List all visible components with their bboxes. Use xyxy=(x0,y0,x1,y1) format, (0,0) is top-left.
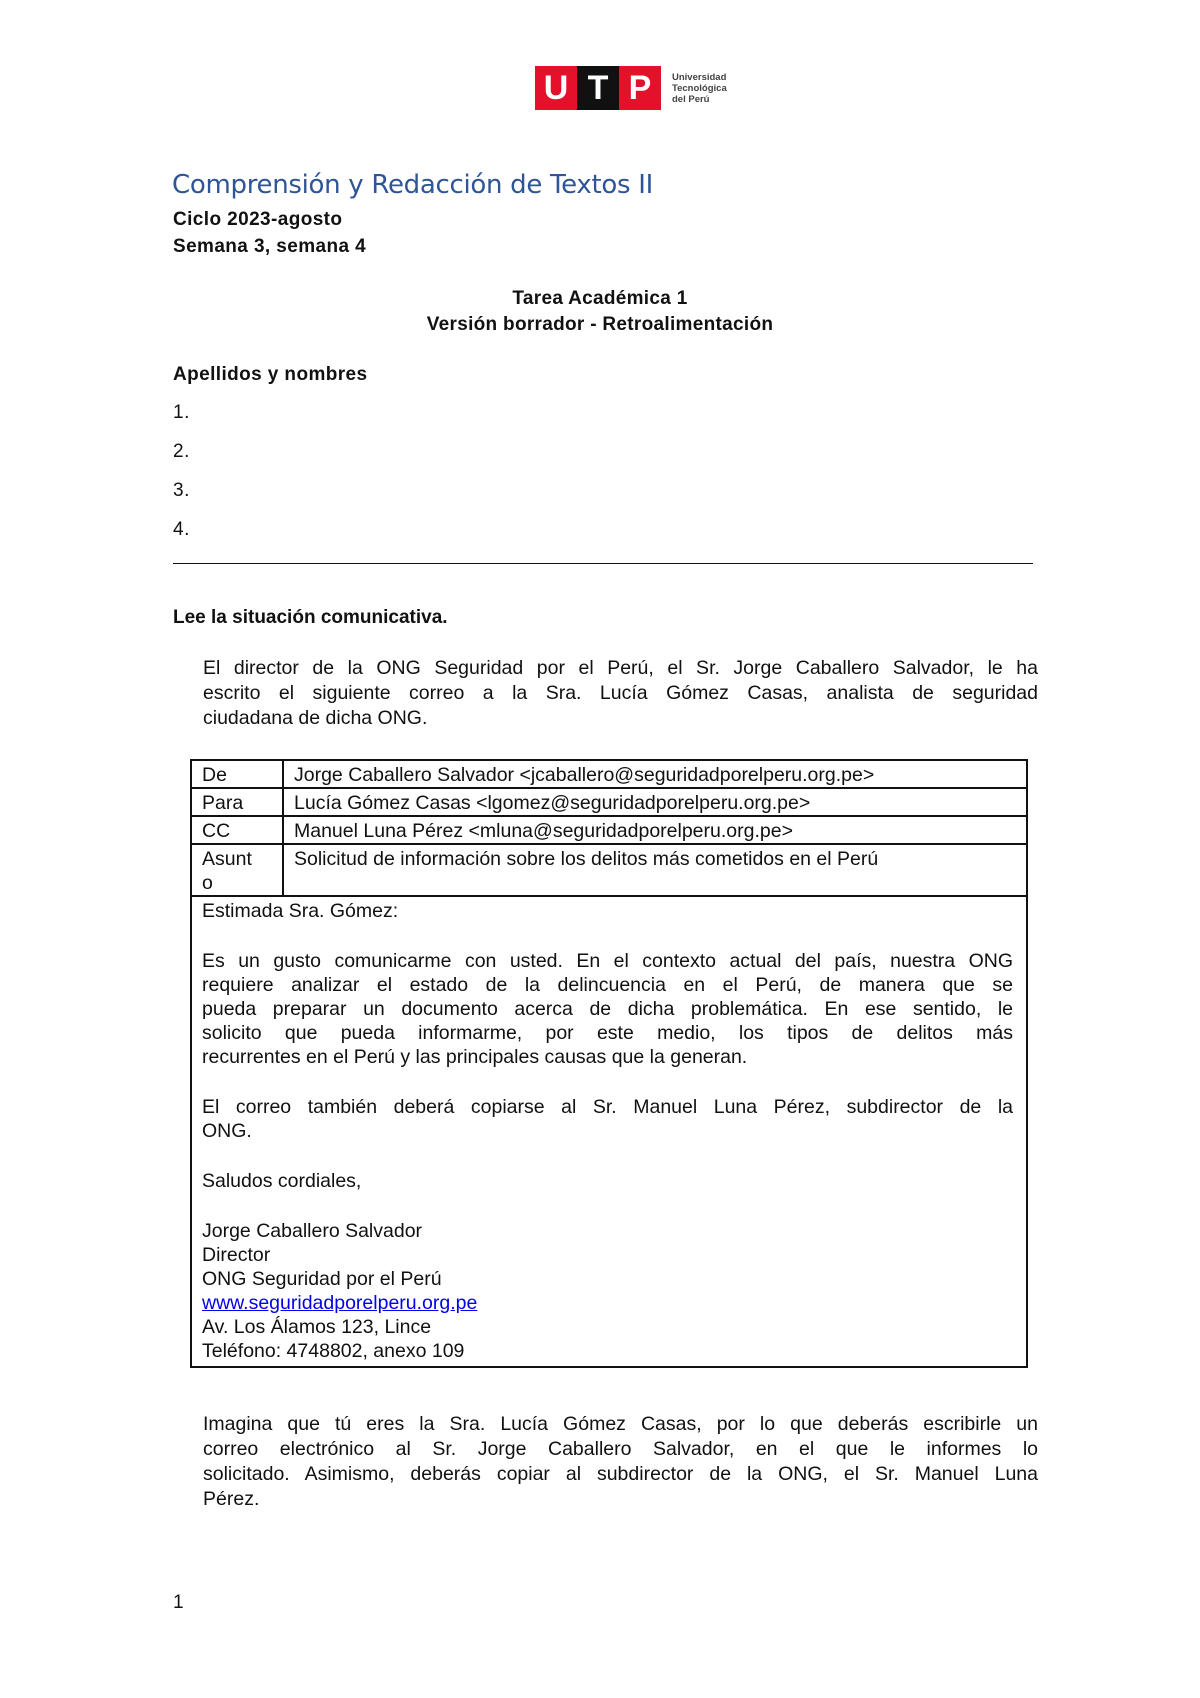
logo-wordmark xyxy=(672,72,727,105)
signature-phone: Teléfono: 4748802, anexo 109 xyxy=(202,1340,465,1362)
email-subject-value: Solicitud de información sobre los delitos más cometidos en el Perú xyxy=(283,844,1027,896)
instruction-line: solicitado. Asimismo, deberás copiar al subdirector de la ONG, el Sr. Manuel Luna xyxy=(203,1463,1038,1485)
situation-label: Lee la situación comunicativa. xyxy=(173,607,448,628)
logo-text-line: Universidad xyxy=(672,71,727,83)
email-table xyxy=(190,759,1028,1368)
logo-text-line: Tecnológica xyxy=(672,82,727,94)
cycle-label: Ciclo 2023-agosto xyxy=(173,209,343,230)
email-p1-line: pueda preparar un documento acerca de dicha problemática. En ese sentido, le xyxy=(202,998,1013,1020)
name-slot-3: 3. xyxy=(173,480,190,501)
signature-website-link[interactable]: www.seguridadporelperu.org.pe xyxy=(202,1292,478,1314)
subject-label-part: o xyxy=(202,872,213,894)
email-p1-line: solicito que pueda informarme, por este medio, los tipos de delitos más xyxy=(202,1022,1013,1044)
instruction-line: Imagina que tú eres la Sra. Lucía Gómez Casas, por lo que deberás escribirle un xyxy=(203,1413,1038,1435)
task-subtitle: Versión borrador - Retroalimentación xyxy=(426,314,774,335)
email-subject-label xyxy=(191,844,283,896)
email-subject-row xyxy=(191,844,1027,896)
email-p1-line: Es un gusto comunicarme con usted. En el contexto actual del país, nuestra ONG xyxy=(202,950,1013,972)
email-to-row xyxy=(191,788,1027,816)
email-body-row xyxy=(191,896,1027,1367)
logo-letter-t: T xyxy=(577,66,619,110)
utp-logo xyxy=(535,66,727,110)
email-from-value: Jorge Caballero Salvador <jcaballero@seguridadporelperu.org.pe> xyxy=(283,760,1027,788)
separator-line xyxy=(173,563,1033,564)
subject-label-part: Asunt xyxy=(202,848,252,870)
task-title: Tarea Académica 1 xyxy=(512,288,688,309)
signature-name: Jorge Caballero Salvador xyxy=(202,1220,423,1242)
names-label: Apellidos y nombres xyxy=(173,364,368,385)
instruction-paragraph xyxy=(203,1412,1038,1512)
name-slot-2: 2. xyxy=(173,441,190,462)
email-to-label: Para xyxy=(191,788,283,816)
email-p1-line: recurrentes en el Perú y las principales causas que la generan. xyxy=(202,1046,748,1068)
email-body xyxy=(191,896,1027,1367)
email-greeting: Estimada Sra. Gómez: xyxy=(202,900,399,922)
logo-letter-u: U xyxy=(543,68,569,107)
email-p2-line: ONG. xyxy=(202,1120,252,1142)
email-from-label: De xyxy=(191,760,283,788)
email-p1-line: requiere analizar el estado de la delincuencia en el Perú, de manera que se xyxy=(202,974,1013,996)
intro-line: El director de la ONG Seguridad por el Perú, el Sr. Jorge Caballero Salvador, le ha xyxy=(203,657,1038,679)
signature-org: ONG Seguridad por el Perú xyxy=(202,1268,442,1290)
email-cc-row xyxy=(191,816,1027,844)
intro-line: ciudadana de dicha ONG. xyxy=(203,707,428,729)
logo-letter-p: P xyxy=(628,68,652,107)
email-cc-value: Manuel Luna Pérez <mluna@seguridadporelperu.org.pe> xyxy=(283,816,1027,844)
signature-address: Av. Los Álamos 123, Lince xyxy=(202,1316,432,1338)
email-p2-line: El correo también deberá copiarse al Sr. Manuel Luna Pérez, subdirector de la xyxy=(202,1096,1013,1118)
email-closing: Saludos cordiales, xyxy=(202,1170,362,1192)
name-slot-1: 1. xyxy=(173,402,190,423)
course-title: Comprensión y Redacción de Textos II xyxy=(172,170,653,200)
instruction-line: correo electrónico al Sr. Jorge Caballero Salvador, en el que le informes lo xyxy=(203,1438,1038,1460)
intro-line: escrito el siguiente correo a la Sra. Lucía Gómez Casas, analista de seguridad xyxy=(203,682,1038,704)
situation-intro xyxy=(203,656,1038,731)
email-cc-label: CC xyxy=(191,816,283,844)
page-number: 1 xyxy=(173,1592,184,1613)
email-from-row xyxy=(191,760,1027,788)
weeks-label: Semana 3, semana 4 xyxy=(173,236,367,257)
utp-logo-mark xyxy=(535,66,661,110)
email-to-value: Lucía Gómez Casas <lgomez@seguridadporelperu.org.pe> xyxy=(283,788,1027,816)
name-slot-4: 4. xyxy=(173,519,190,540)
instruction-line: Pérez. xyxy=(203,1488,260,1510)
signature-role: Director xyxy=(202,1244,271,1266)
logo-text-line: del Perú xyxy=(672,93,710,105)
